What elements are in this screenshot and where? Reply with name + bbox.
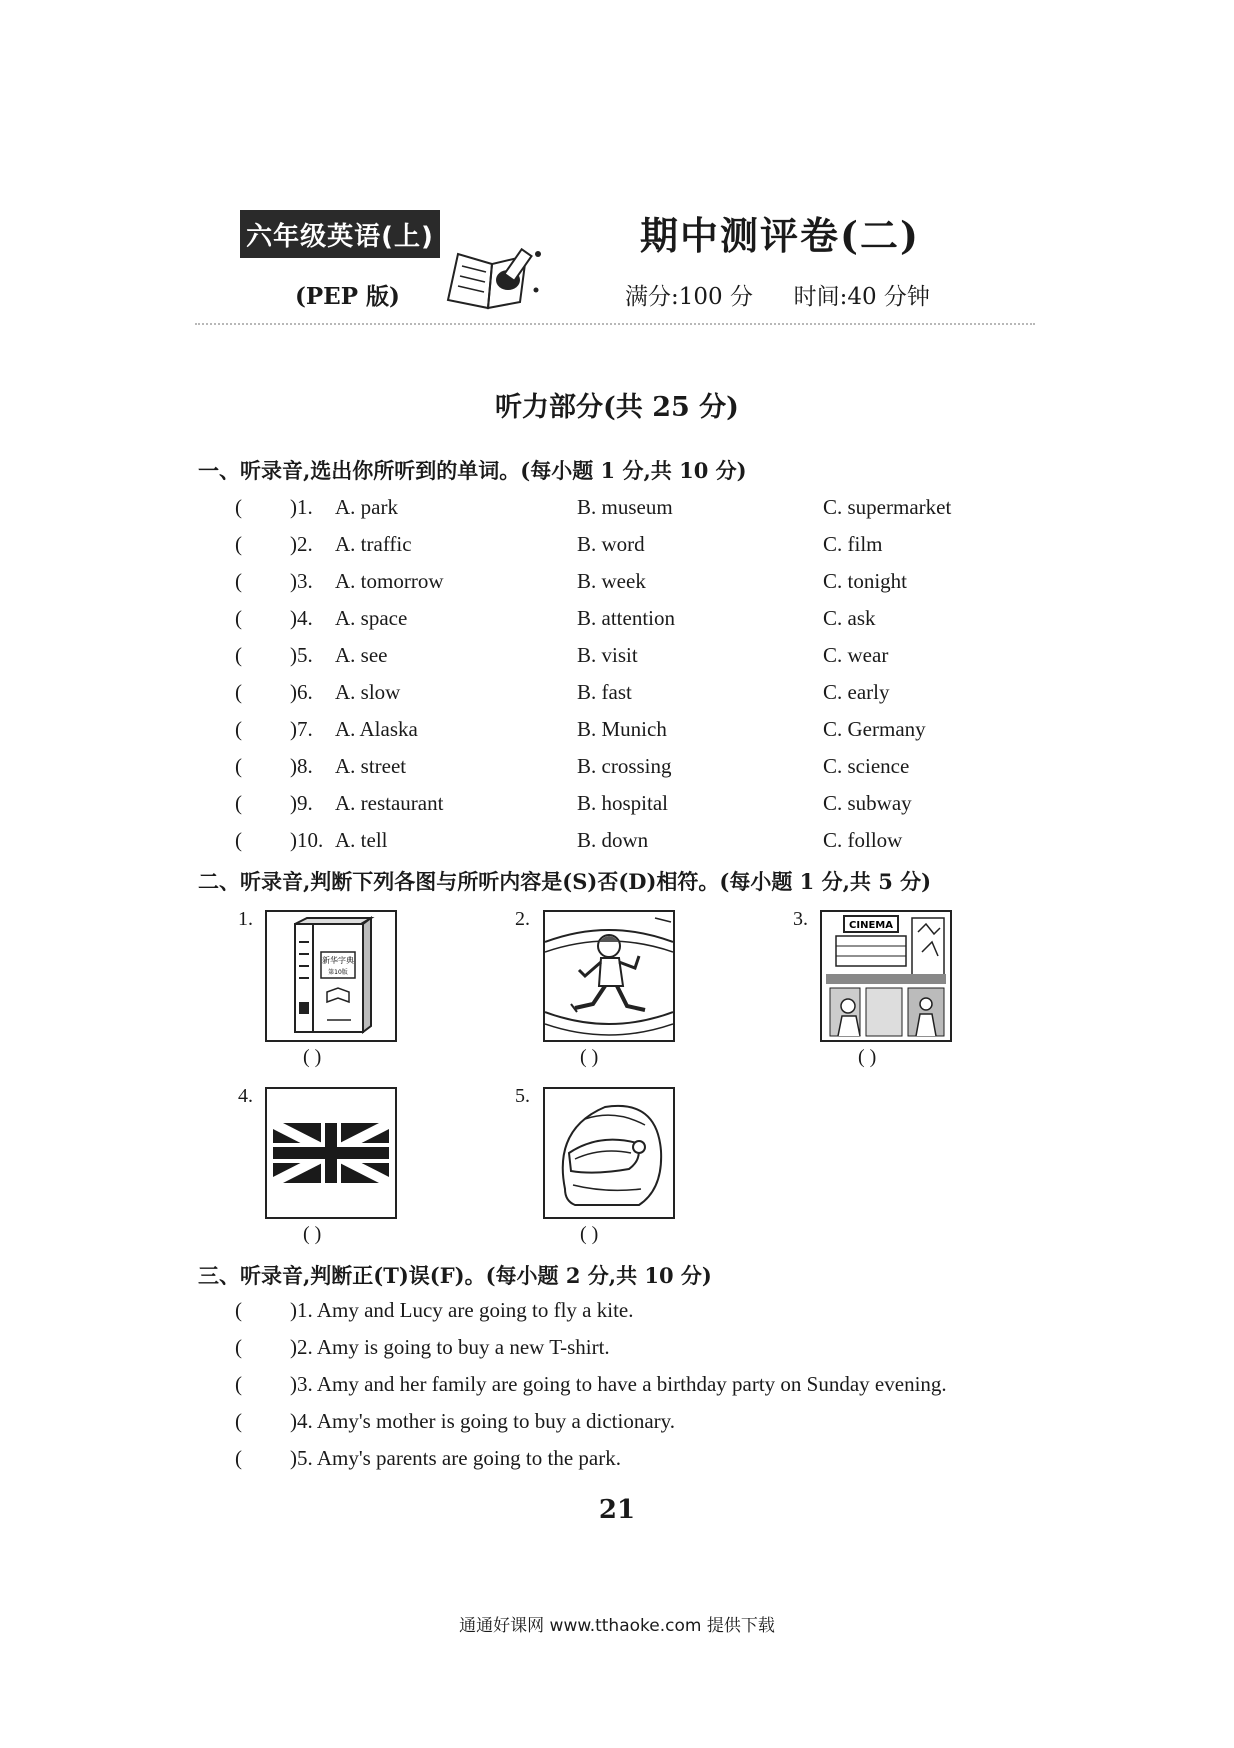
answer-paren[interactable]: ( ) bbox=[303, 1046, 322, 1068]
answer-paren[interactable]: ( bbox=[235, 1372, 242, 1396]
exam-title: 期中测评卷(二) bbox=[640, 213, 920, 258]
exam-time: 时间:40 分钟 bbox=[793, 284, 930, 310]
option-a: A. traffic bbox=[335, 532, 412, 556]
helmet-icon bbox=[545, 1089, 673, 1217]
full-score: 满分:100 分 bbox=[625, 284, 753, 310]
list-item bbox=[235, 791, 1035, 823]
item-number: )1. bbox=[290, 495, 313, 519]
picture-number: 3. bbox=[793, 908, 808, 930]
edition-label: (PEP 版) bbox=[295, 283, 400, 310]
picture-number: 2. bbox=[515, 908, 530, 930]
cinema-icon bbox=[822, 912, 950, 1040]
picture-frame bbox=[543, 910, 675, 1042]
option-c: C. film bbox=[823, 532, 883, 556]
list-item bbox=[235, 643, 1035, 675]
option-a: A. space bbox=[335, 606, 408, 630]
header-divider bbox=[195, 323, 1035, 325]
statement-text: )1. Amy and Lucy are going to fly a kite. bbox=[290, 1298, 634, 1322]
picture-number: 5. bbox=[515, 1085, 530, 1107]
option-b: B. down bbox=[577, 828, 649, 852]
option-c: C. science bbox=[823, 754, 910, 778]
option-c: C. early bbox=[823, 680, 890, 704]
item-number: )5. bbox=[290, 643, 313, 667]
score-time bbox=[625, 278, 930, 311]
list-item bbox=[235, 606, 1035, 638]
option-a: A. tell bbox=[335, 828, 388, 852]
statement-text: )3. Amy and her family are going to have a birthday party on Sunday evening. bbox=[290, 1372, 947, 1396]
answer-paren[interactable]: ( bbox=[235, 1409, 242, 1433]
option-c: C. subway bbox=[823, 791, 912, 815]
option-b: B. crossing bbox=[577, 754, 672, 778]
option-a: A. park bbox=[335, 495, 398, 519]
statement-text: )4. Amy's mother is going to buy a dictionary. bbox=[290, 1409, 676, 1433]
option-b: B. visit bbox=[577, 643, 638, 667]
answer-paren[interactable]: ( bbox=[235, 828, 242, 852]
list-item bbox=[235, 495, 1035, 527]
item-number: )2. bbox=[290, 532, 313, 556]
option-a: A. street bbox=[335, 754, 407, 778]
answer-paren[interactable]: ( bbox=[235, 643, 242, 667]
item-number: )7. bbox=[290, 717, 313, 741]
option-c: C. tonight bbox=[823, 569, 908, 593]
cinema-sign: CINEMA bbox=[849, 920, 893, 931]
answer-paren[interactable]: ( bbox=[235, 495, 242, 519]
list-item bbox=[235, 828, 1035, 860]
answer-paren[interactable]: ( ) bbox=[303, 1223, 322, 1245]
option-c: C. supermarket bbox=[823, 495, 952, 519]
option-a: A. see bbox=[335, 643, 388, 667]
option-a: A. tomorrow bbox=[335, 569, 444, 593]
item-number: )4. bbox=[290, 606, 313, 630]
answer-paren[interactable]: ( bbox=[235, 1335, 242, 1359]
item-number: )6. bbox=[290, 680, 313, 704]
running-boy-icon bbox=[545, 912, 673, 1040]
item-number: )3. bbox=[290, 569, 313, 593]
statement-text: )5. Amy's parents are going to the park. bbox=[290, 1446, 621, 1470]
list-item bbox=[235, 754, 1035, 786]
option-b: B. Munich bbox=[577, 717, 667, 741]
uk-flag-icon bbox=[267, 1089, 395, 1217]
answer-paren[interactable]: ( bbox=[235, 717, 242, 741]
option-b: B. week bbox=[577, 569, 646, 593]
list-item bbox=[235, 717, 1035, 749]
page-number: 21 bbox=[598, 1495, 636, 1525]
list-item bbox=[235, 569, 1035, 601]
part1-heading: 一、听录音,选出你所听到的单词。(每小题 1 分,共 10 分) bbox=[198, 458, 747, 483]
option-b: B. word bbox=[577, 532, 645, 556]
item-number: )10. bbox=[290, 828, 324, 852]
listening-section-title: 听力部分(共 25 分) bbox=[495, 392, 739, 423]
option-b: B. museum bbox=[577, 495, 673, 519]
answer-paren[interactable]: ( bbox=[235, 1298, 242, 1322]
list-item bbox=[235, 532, 1035, 564]
answer-paren[interactable]: ( ) bbox=[580, 1223, 599, 1245]
picture-number: 1. bbox=[238, 908, 253, 930]
option-a: A. restaurant bbox=[335, 791, 444, 815]
picture-number: 4. bbox=[238, 1085, 253, 1107]
part2-heading: 二、听录音,判断下列各图与所听内容是(S)否(D)相符。(每小题 1 分,共 5 分) bbox=[198, 869, 932, 894]
option-c: C. wear bbox=[823, 643, 889, 667]
option-b: B. attention bbox=[577, 606, 675, 630]
option-b: B. fast bbox=[577, 680, 632, 704]
option-a: A. Alaska bbox=[335, 717, 418, 741]
list-item bbox=[235, 680, 1035, 712]
answer-paren[interactable]: ( bbox=[235, 606, 242, 630]
dictionary-icon bbox=[267, 912, 395, 1040]
item-number: )9. bbox=[290, 791, 313, 815]
answer-paren[interactable]: ( bbox=[235, 680, 242, 704]
answer-paren[interactable]: ( bbox=[235, 532, 242, 556]
picture-frame bbox=[820, 910, 952, 1042]
option-c: C. follow bbox=[823, 828, 903, 852]
option-a: A. slow bbox=[335, 680, 401, 704]
picture-frame bbox=[543, 1087, 675, 1219]
item-number: )8. bbox=[290, 754, 313, 778]
part3-heading: 三、听录音,判断正(T)误(F)。(每小题 2 分,共 10 分) bbox=[198, 1263, 712, 1288]
answer-paren[interactable]: ( ) bbox=[858, 1046, 877, 1068]
option-c: C. ask bbox=[823, 606, 876, 630]
picture-frame bbox=[265, 1087, 397, 1219]
option-c: C. Germany bbox=[823, 717, 926, 741]
grade-tag: 六年级英语(上) bbox=[240, 210, 440, 258]
book-title: 新华字典 bbox=[322, 956, 354, 965]
answer-paren[interactable]: ( bbox=[235, 1446, 242, 1470]
statement-text: )2. Amy is going to buy a new T-shirt. bbox=[290, 1335, 610, 1359]
answer-paren[interactable]: ( bbox=[235, 569, 242, 593]
answer-paren[interactable]: ( bbox=[235, 754, 242, 778]
answer-paren[interactable]: ( ) bbox=[580, 1046, 599, 1068]
answer-paren[interactable]: ( bbox=[235, 791, 242, 815]
book-edition: 第10版 bbox=[328, 969, 348, 976]
open-book-icon bbox=[440, 242, 550, 312]
option-b: B. hospital bbox=[577, 791, 669, 815]
footer-text[interactable]: 通通好课网 www.tthaoke.com 提供下载 bbox=[459, 1616, 775, 1636]
picture-frame bbox=[265, 910, 397, 1042]
